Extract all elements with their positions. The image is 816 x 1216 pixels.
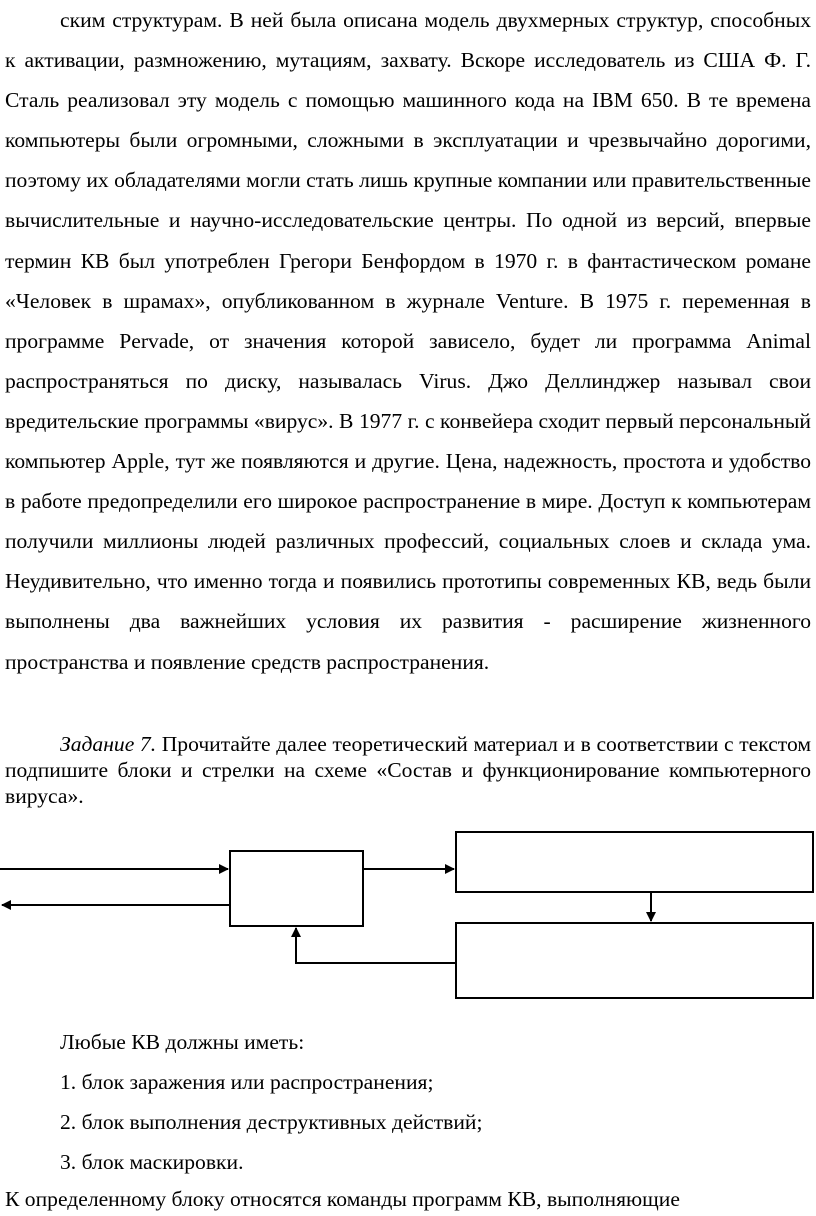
task-text: Прочитайте далее теоретический материал и в соответствии с текстом подпишите блоки и стрелки на схеме «Состав и функционирование компьютерного вируса».	[5, 732, 811, 808]
list-item: 3. блок маскировки.	[60, 1150, 244, 1174]
list-item: 1. блок заражения или распространения;	[60, 1070, 434, 1094]
diagram-bottom-right-block	[456, 923, 813, 998]
main-paragraph: ским структурам. В ней была описана модель двухмерных структур, способных к активации, размножению, мутациям, захвату. Вскоре исследователь из США Ф. Г. Сталь реализовал эту модель с помощью машинного кода на IBM 650. В те времена компьютеры были огромными, сложными в эксплуатации и чрезвычайно дорогими, поэтому их обладателями могли стать лишь крупные компании или правительственные вычислительные и научно-исследовательские центры. По одной из версий, впервые термин КВ был употреблен Грегори Бенфордом в 1970 г. в фантастическом романе «Человек в шрамах», опубликованном в журнале Venture. В 1975 г. переменная в программе Pervade, от значения которой зависело, будет ли программа Animal распространяться по диску, называлась Virus. Джо Деллинджер называл свои вредительские программы «вирус». В 1977 г. с конвейера сходит первый персональный компьютер Apple, тут же появляются и другие. Цена, надежность, простота и удобство в работе предопределили его широкое распространение в мире. Доступ к компьютерам получили миллионы людей различных профессий, социальных слоев и склада ума. Неудивительно, что именно тогда и появились прототипы современных КВ, ведь были выполнены два важнейших условия их развития - расширение жизненного пространства и появление средств распространения.	[5, 8, 811, 674]
diagram-bottom-to-center-arrow	[296, 928, 456, 963]
main-text	[5, 0, 811, 682]
task-label: Задание 7.	[60, 732, 157, 756]
closing-text: К определенному блоку относятся команды программ КВ, выполняющие	[5, 1187, 680, 1211]
requirements-list	[60, 1022, 800, 1182]
diagram-top-right-block	[456, 832, 813, 892]
list-item: 2. блок выполнения деструктивных действий;	[60, 1110, 483, 1134]
diagram-center-block	[230, 851, 363, 926]
task-section	[5, 731, 811, 809]
task-paragraph	[5, 731, 811, 809]
list-intro: Любые КВ должны иметь:	[60, 1030, 305, 1054]
virus-structure-diagram	[0, 820, 816, 1010]
